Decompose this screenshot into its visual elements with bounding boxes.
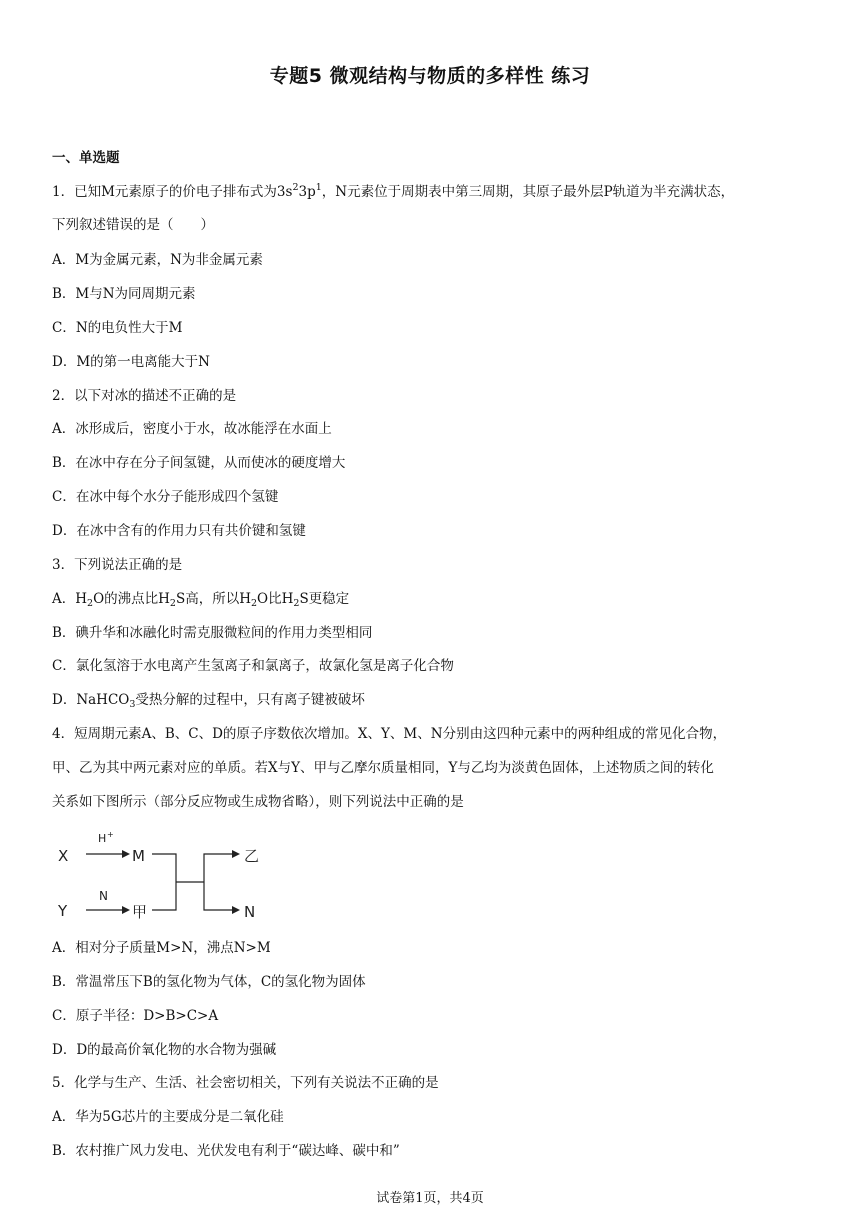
diagram-n: N: [244, 903, 256, 921]
q3-a-sub: 2: [87, 598, 94, 609]
page-title: 专题5 微观结构与物质的多样性 练习: [269, 65, 591, 87]
page-footer: 试卷第1页，共4页: [376, 1191, 484, 1206]
arrowhead-icon: [232, 850, 240, 858]
diagram-yi: 乙: [244, 847, 260, 865]
section-heading: 一、单选题: [52, 150, 120, 166]
q2-option-a: A．冰形成后，密度小于水，故冰能浮在水面上: [52, 421, 332, 437]
q3-a-text: S高，所以H: [175, 591, 251, 607]
q4-option-b: B．常温常压下B的氢化物为气体，C的氢化物为固体: [52, 974, 366, 990]
diagram-split-bracket: [204, 854, 232, 910]
q3-a-sub: 2: [169, 598, 176, 609]
q1-sup-1: 2: [292, 182, 299, 193]
q5-option-b: B．农村推广风力发电、光伏发电有利于“碳达峰、碳中和”: [52, 1143, 400, 1159]
q3-option-c: C．氯化氢溶于水电离产生氢离子和氯离子，故氯化氢是离子化合物: [52, 658, 454, 674]
q3-option-d: [52, 691, 365, 714]
q1-stem-post: ，N元素位于周期表中第三周期，其原子最外层P轨道为半充满状态，: [321, 184, 735, 200]
q4-option-a: A．相对分子质量M>N，沸点N>M: [52, 940, 271, 956]
q3-option-a: [52, 590, 349, 613]
conversion-diagram: [56, 828, 276, 928]
question-4-stem-line-2: 甲、乙为其中两元素对应的单质。若X与Y、甲与乙摩尔质量相同，Y与乙均为淡黄色固体，上述物质之间的转化: [52, 760, 714, 776]
diagram-jia: 甲: [132, 903, 148, 921]
q3-d-text: 受热分解的过程中，只有离子键被破坏: [135, 692, 365, 708]
diagram-y: Y: [58, 902, 68, 920]
arrowhead-icon: [122, 906, 130, 914]
q4-option-c: C．原子半径：D>B>C>A: [52, 1008, 219, 1024]
diagram-m: M: [132, 847, 145, 865]
q3-option-b: B．碘升华和冰融化时需克服微粒间的作用力类型相同: [52, 625, 373, 641]
question-2-stem: 2．以下对冰的描述不正确的是: [52, 388, 237, 404]
diagram-join-bracket: [152, 854, 176, 910]
q4-option-d: D．D的最高价氧化物的水合物为强碱: [52, 1042, 277, 1058]
q3-a-text: O比H: [257, 591, 294, 607]
q3-a-text: O的沸点比H: [93, 591, 170, 607]
q1-stem-pre: 1．已知M元素原子的价电子排布式为3s: [52, 184, 293, 200]
question-4-stem-line-3: 关系如下图所示（部分反应物或生成物省略），则下列说法中正确的是: [52, 794, 464, 810]
arrowhead-icon: [232, 906, 240, 914]
diagram-arrow1-sup: +: [107, 830, 114, 839]
diagram-arrow1-label: H: [98, 832, 107, 845]
question-5-stem: 5．化学与生产、生活、社会密切相关，下列有关说法不正确的是: [52, 1075, 439, 1091]
q1-sup-2: 1: [315, 182, 322, 193]
q1-option-d: D．M的第一电离能大于N: [52, 354, 210, 370]
diagram-x: X: [58, 847, 69, 865]
q1-option-a: A．M为金属元素，N为非金属元素: [52, 252, 263, 268]
q3-a-sub: 2: [251, 598, 258, 609]
diagram-arrow2-label: N: [99, 889, 108, 903]
question-1-stem: [52, 179, 734, 201]
q3-d-text: D．NaHCO: [52, 692, 130, 708]
q3-d-sub: 3: [129, 699, 136, 710]
q1-stem-mid: 3p: [298, 184, 316, 200]
question-1-stem-line-2: 下列叙述错误的是（ ）: [52, 217, 214, 233]
q5-option-a: A．华为5G芯片的主要成分是二氧化硅: [52, 1109, 284, 1125]
q2-option-d: D．在冰中含有的作用力只有共价键和氢键: [52, 523, 306, 539]
question-4-stem-line-1: 4．短周期元素A、B、C、D的原子序数依次增加。X、Y、M、N分别由这四种元素中的两种组成的常见化合物，: [52, 726, 727, 742]
q3-a-text: A．H: [52, 591, 88, 607]
q3-a-sub: 2: [293, 598, 300, 609]
q1-option-c: C．N的电负性大于M: [52, 320, 183, 336]
q3-a-text: S更稳定: [299, 591, 350, 607]
arrowhead-icon: [122, 850, 130, 858]
q1-option-b: B．M与N为同周期元素: [52, 286, 196, 302]
q2-option-c: C．在冰中每个水分子能形成四个氢键: [52, 489, 279, 505]
q2-option-b: B．在冰中存在分子间氢键，从而使冰的硬度增大: [52, 455, 346, 471]
question-3-stem: 3．下列说法正确的是: [52, 557, 183, 573]
